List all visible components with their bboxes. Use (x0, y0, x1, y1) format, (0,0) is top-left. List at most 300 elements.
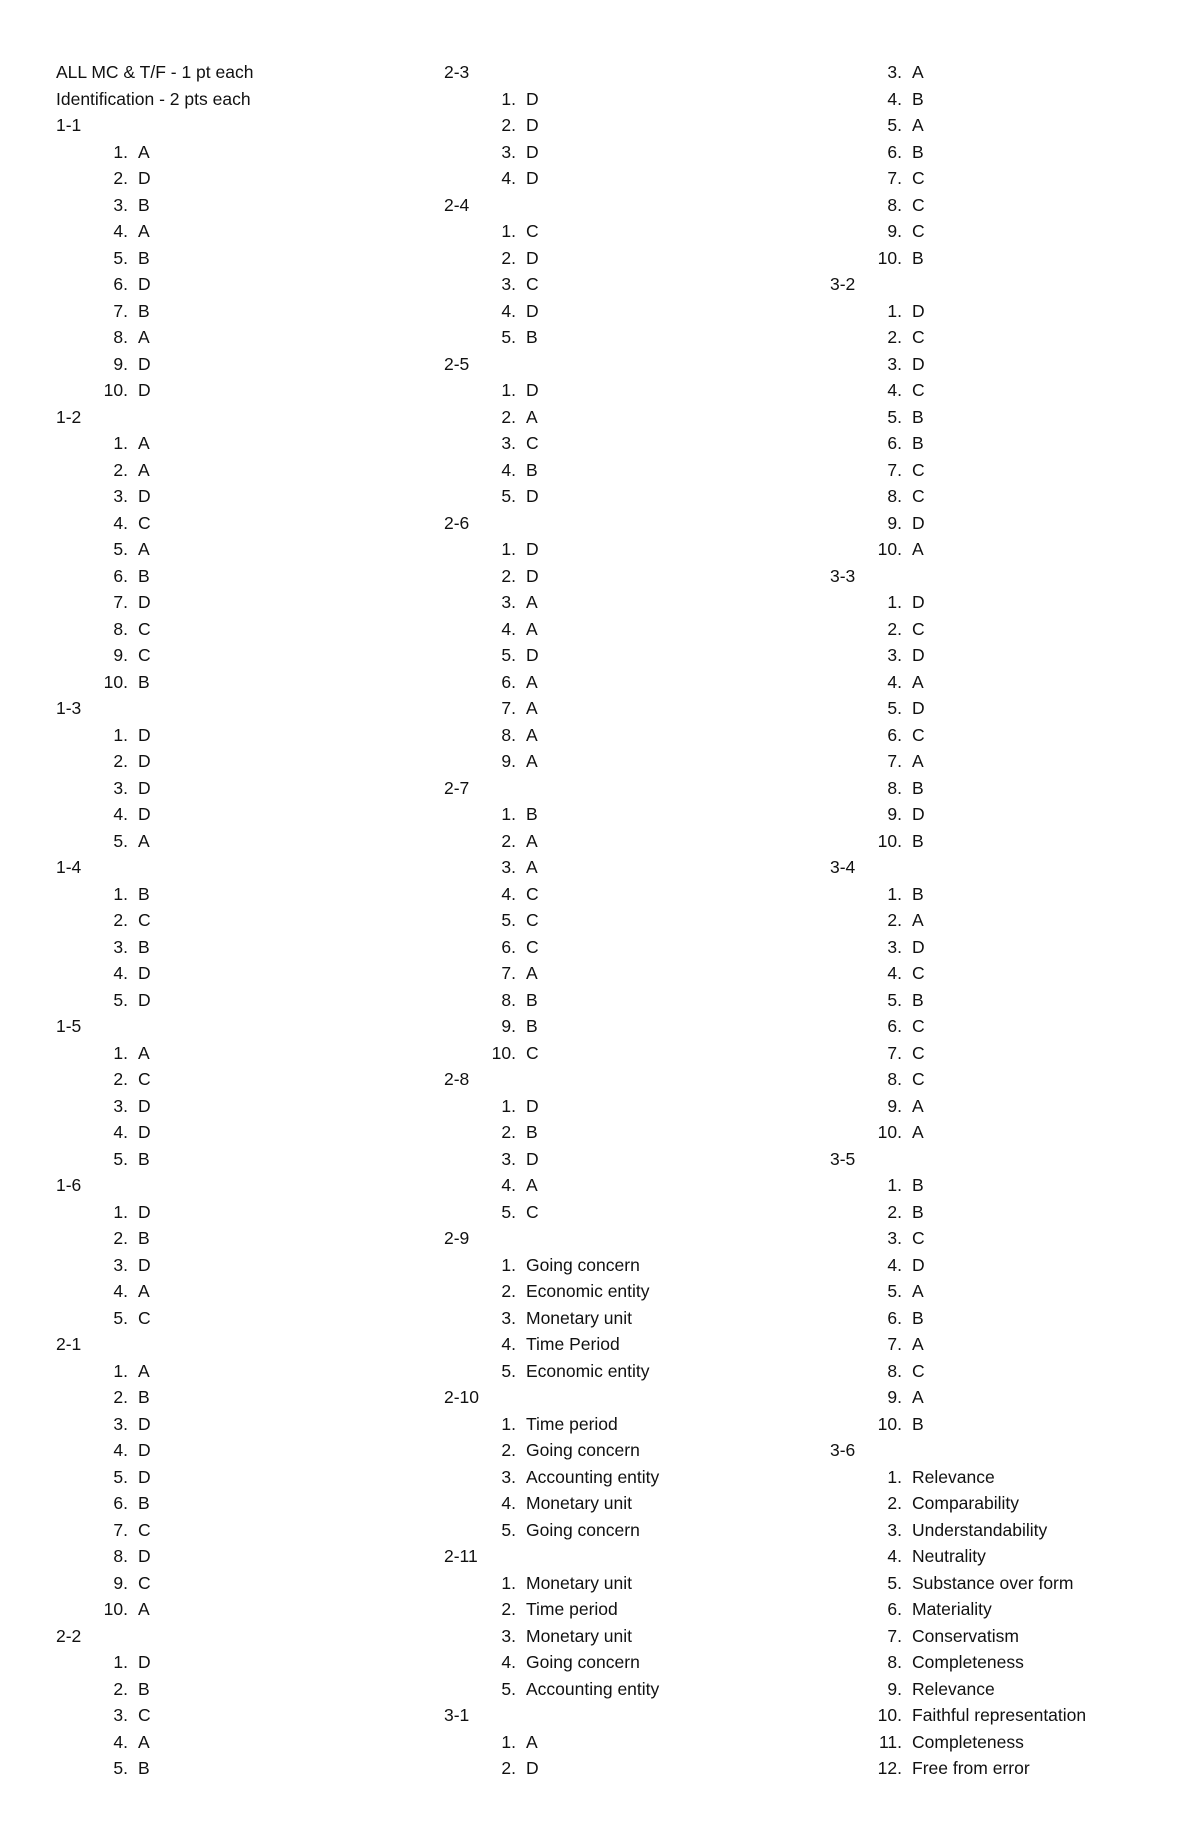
answer-value: A (912, 539, 924, 559)
answer-item (830, 1384, 1086, 1411)
answer-value: C (912, 380, 925, 400)
answer-item (830, 324, 1086, 351)
answer-item (444, 404, 659, 431)
answer-item (56, 1199, 253, 1226)
answer-value: C (912, 1360, 925, 1381)
answer-number: 1. (113, 141, 128, 162)
answer-item (56, 1464, 253, 1491)
answer-value: B (912, 88, 924, 109)
answer-value: Monetary unit (526, 1307, 633, 1328)
answer-value: Time period (526, 1599, 618, 1619)
answer-value: C (526, 221, 539, 241)
answer-value: D (138, 353, 151, 374)
answer-number: 5. (501, 327, 516, 347)
answer-number: 3. (113, 194, 128, 215)
answer-number: 5. (113, 989, 128, 1010)
answer-value: A (912, 1122, 924, 1142)
answer-value: A (912, 62, 924, 82)
answer-item (444, 934, 659, 961)
answer-number: 3. (501, 592, 516, 612)
answer-number: 7. (887, 751, 902, 771)
answer-item (56, 1278, 253, 1305)
answer-number: 8. (113, 1546, 128, 1566)
answer-value: B (912, 883, 924, 904)
answer-item (56, 775, 253, 802)
answer-value: C (912, 168, 925, 188)
column-1 (56, 59, 253, 1782)
answer-item (444, 1755, 659, 1782)
answer-value: C (138, 910, 151, 930)
answer-item (830, 1305, 1086, 1332)
answer-number: 2. (113, 910, 128, 930)
section-heading: 1-2 (56, 406, 82, 427)
answer-item (830, 1411, 1086, 1438)
answer-number: 3. (501, 274, 516, 294)
answer-item (444, 907, 659, 934)
answer-value: D (526, 539, 539, 559)
answer-item (444, 616, 659, 643)
answer-value: D (912, 300, 925, 321)
answer-number: 8. (887, 1069, 902, 1089)
answer-value: D (526, 645, 539, 665)
answer-item (444, 881, 659, 908)
scoring-note-identification: Identification - 2 pts each (56, 88, 251, 109)
answer-number: 2. (887, 618, 902, 639)
answer-item (444, 1729, 659, 1756)
answer-value: A (526, 1731, 538, 1752)
answer-item (444, 1649, 659, 1676)
answer-value: B (138, 1228, 150, 1248)
answer-item (444, 642, 659, 669)
answer-value: C (138, 1519, 151, 1540)
answer-number: 2. (501, 830, 516, 851)
answer-number: 4. (887, 380, 902, 400)
answer-value: Completeness (912, 1731, 1024, 1752)
answer-value: C (912, 486, 925, 506)
answer-number: 10. (103, 1599, 128, 1619)
answer-value: Monetary unit (526, 1572, 633, 1593)
answer-number: 6. (887, 141, 902, 162)
answer-item (444, 1623, 659, 1650)
answer-number: 2. (501, 247, 516, 268)
answer-value: C (138, 645, 151, 665)
answer-item (830, 881, 1086, 908)
answer-value: B (912, 433, 924, 453)
section-heading: 3-4 (830, 857, 856, 877)
answer-number: 10. (877, 830, 902, 851)
answer-number: 2. (113, 459, 128, 480)
answer-number: 1. (501, 221, 516, 241)
answer-value: D (138, 380, 151, 400)
answer-value: D (526, 486, 539, 506)
answer-item (56, 1411, 253, 1438)
answer-value: D (526, 1758, 539, 1778)
answer-value: A (912, 910, 924, 930)
answer-number: 2. (501, 1281, 516, 1301)
answer-number: 3. (501, 1307, 516, 1328)
answer-item (830, 1755, 1086, 1782)
answer-number: 8. (887, 1360, 902, 1381)
answer-number: 2. (501, 406, 516, 427)
section-heading: 2-3 (444, 62, 470, 82)
answer-value: C (138, 1307, 151, 1328)
answer-item (444, 377, 659, 404)
section-heading: 3-6 (830, 1440, 856, 1460)
answer-value: Accounting entity (526, 1466, 660, 1487)
answer-number: 9. (887, 221, 902, 241)
answer-number: 3. (501, 141, 516, 162)
answer-value: Monetary unit (526, 1493, 633, 1513)
answer-value: Neutrality (912, 1546, 986, 1566)
answer-item (444, 112, 659, 139)
answer-value: A (138, 1599, 150, 1619)
answer-value: D (526, 141, 539, 162)
answer-item (830, 1570, 1086, 1597)
answer-number: 7. (113, 1519, 128, 1540)
answer-number: 1. (501, 1731, 516, 1752)
answer-value: D (138, 963, 151, 983)
answer-value: B (138, 565, 150, 586)
answer-value: A (138, 1731, 150, 1752)
answer-number: 1. (501, 1413, 516, 1434)
answer-number: 5. (501, 910, 516, 930)
answer-number: 2. (501, 565, 516, 586)
answer-item (830, 1543, 1086, 1570)
answer-item (830, 1172, 1086, 1199)
answer-number: 1. (887, 592, 902, 612)
answer-item (830, 1252, 1086, 1279)
answer-number: 1. (113, 1360, 128, 1381)
answer-value: A (526, 724, 538, 745)
answer-number: 2. (887, 1493, 902, 1513)
answer-number: 1. (113, 1201, 128, 1222)
answer-number: 3. (113, 1095, 128, 1116)
answer-item (444, 1013, 659, 1040)
answer-number: 9. (887, 1678, 902, 1699)
answer-number: 2. (501, 115, 516, 135)
answer-value: A (138, 327, 150, 347)
answer-item (444, 1040, 659, 1067)
answer-value: A (912, 671, 924, 692)
answer-number: 3. (887, 936, 902, 957)
answer-number: 2. (113, 1387, 128, 1407)
answer-number: 5. (501, 645, 516, 665)
answer-item (56, 748, 253, 775)
answer-number: 5. (113, 1307, 128, 1328)
answer-number: 4. (501, 1493, 516, 1513)
answer-number: 9. (887, 1095, 902, 1116)
answer-value: A (138, 539, 150, 559)
answer-value: C (526, 433, 539, 453)
answer-item (830, 828, 1086, 855)
answer-item (830, 1596, 1086, 1623)
answer-number: 10. (877, 539, 902, 559)
answer-item (56, 1225, 253, 1252)
answer-value: D (526, 88, 539, 109)
answer-item (830, 616, 1086, 643)
answer-number: 1. (501, 1572, 516, 1593)
answer-value: A (912, 115, 924, 135)
answer-value: D (138, 1201, 151, 1222)
section-heading: 3-3 (830, 565, 856, 586)
section-heading: 3-2 (830, 274, 856, 294)
answer-item (830, 139, 1086, 166)
answer-number: 9. (113, 645, 128, 665)
answer-number: 1. (501, 1254, 516, 1275)
answer-item (56, 271, 253, 298)
answer-number: 3. (113, 777, 128, 798)
answer-value: Completeness (912, 1652, 1024, 1672)
answer-item (444, 828, 659, 855)
answer-value: A (138, 221, 150, 241)
answer-item (56, 1146, 253, 1173)
answer-value: Substance over form (912, 1572, 1074, 1593)
answer-value: D (912, 936, 925, 957)
answer-value: A (912, 751, 924, 771)
answer-value: D (526, 115, 539, 135)
answer-value: B (138, 883, 150, 904)
answer-item (444, 1517, 659, 1544)
answer-item (444, 245, 659, 272)
answer-number: 4. (113, 1122, 128, 1142)
answer-value: A (526, 671, 538, 692)
answer-number: 6. (887, 1307, 902, 1328)
answer-number: 2. (887, 1201, 902, 1222)
answer-item (830, 192, 1086, 219)
answer-item (56, 987, 253, 1014)
answer-value: D (138, 592, 151, 612)
answer-value: Accounting entity (526, 1678, 660, 1699)
answer-item (444, 854, 659, 881)
answer-value: D (912, 353, 925, 374)
answer-item (444, 1305, 659, 1332)
answer-number: 1. (113, 883, 128, 904)
answer-value: Understandability (912, 1519, 1048, 1540)
answer-value: A (138, 141, 150, 162)
answer-number: 1. (501, 1095, 516, 1116)
answer-value: B (526, 327, 538, 347)
column-3 (830, 59, 1086, 1782)
answer-value: D (526, 1148, 539, 1169)
answer-item (444, 1199, 659, 1226)
answer-number: 9. (887, 804, 902, 824)
answer-item (56, 1093, 253, 1120)
answer-number: 4. (887, 1254, 902, 1275)
answer-item (56, 1437, 253, 1464)
answer-value: Going concern (526, 1519, 640, 1540)
answer-number: 8. (113, 618, 128, 639)
answer-value: C (526, 1201, 539, 1222)
section-heading: 1-5 (56, 1016, 82, 1036)
answer-item (56, 1702, 253, 1729)
answer-item (830, 775, 1086, 802)
answer-item (830, 1676, 1086, 1703)
answer-value: D (138, 804, 151, 824)
answer-value: C (138, 512, 151, 533)
answer-value: Comparability (912, 1493, 1019, 1513)
answer-value: B (526, 1016, 538, 1036)
answer-number: 10. (877, 1413, 902, 1434)
answer-number: 2. (113, 1678, 128, 1699)
answer-number: 7. (887, 168, 902, 188)
answer-item (444, 1331, 659, 1358)
answer-number: 8. (887, 1652, 902, 1672)
answer-number: 3. (501, 857, 516, 877)
answer-number: 5. (113, 1466, 128, 1487)
answer-number: 4. (887, 88, 902, 109)
answer-number: 5. (501, 1678, 516, 1699)
answer-value: A (138, 433, 150, 453)
answer-number: 7. (113, 592, 128, 612)
answer-item (56, 1755, 253, 1782)
answer-value: B (138, 1387, 150, 1407)
answer-number: 5. (113, 1758, 128, 1778)
answer-value: B (138, 194, 150, 215)
answer-item (830, 1119, 1086, 1146)
answer-number: 2. (501, 1599, 516, 1619)
section-heading: 2-11 (444, 1546, 478, 1566)
answer-value: C (912, 1069, 925, 1089)
answer-item (444, 1596, 659, 1623)
answer-number: 4. (113, 1281, 128, 1301)
answer-value: Time period (526, 1413, 618, 1434)
answer-number: 3. (113, 936, 128, 957)
answer-number: 3. (501, 433, 516, 453)
answer-item (56, 483, 253, 510)
answer-value: B (138, 936, 150, 957)
answer-value: D (138, 1254, 151, 1275)
answer-item (56, 1066, 253, 1093)
answer-item (830, 483, 1086, 510)
answer-number: 3. (501, 1148, 516, 1169)
answer-item (830, 1040, 1086, 1067)
answer-item (830, 695, 1086, 722)
answer-value: Monetary unit (526, 1625, 633, 1646)
answer-item (56, 1358, 253, 1385)
answer-item (56, 1543, 253, 1570)
answer-item (444, 536, 659, 563)
answer-value: C (138, 1705, 151, 1725)
answer-item (56, 245, 253, 272)
answer-value: C (912, 963, 925, 983)
answer-value: D (912, 804, 925, 824)
answer-number: 3. (887, 645, 902, 665)
answer-value: D (138, 1466, 151, 1487)
answer-item (444, 1411, 659, 1438)
section-heading: 2-4 (444, 194, 470, 215)
answer-number: 10. (103, 380, 128, 400)
answer-value: D (138, 1413, 151, 1434)
section-heading: 1-3 (56, 698, 82, 718)
answer-value: A (138, 1360, 150, 1381)
answer-item (444, 1490, 659, 1517)
answer-item (830, 377, 1086, 404)
answer-item (444, 1146, 659, 1173)
answer-value: A (138, 830, 150, 851)
answer-value: Relevance (912, 1466, 995, 1487)
answer-value: Relevance (912, 1678, 995, 1699)
answer-item (830, 430, 1086, 457)
answer-number: 4. (501, 883, 516, 904)
answer-value: B (912, 1201, 924, 1222)
answer-number: 6. (887, 1599, 902, 1619)
answer-value: D (138, 274, 151, 294)
answer-item (56, 298, 253, 325)
answer-item (444, 218, 659, 245)
answer-number: 1. (501, 804, 516, 824)
answer-item (830, 536, 1086, 563)
answer-number: 2. (887, 327, 902, 347)
answer-value: A (526, 618, 538, 639)
answer-value: C (912, 221, 925, 241)
answer-value: B (138, 1678, 150, 1699)
answer-number: 10. (491, 1042, 516, 1063)
answer-item (444, 457, 659, 484)
answer-number: 2. (501, 1440, 516, 1460)
answer-item (444, 1172, 659, 1199)
answer-number: 3. (113, 1413, 128, 1434)
answer-number: 5. (113, 539, 128, 559)
section-heading: 2-7 (444, 777, 470, 798)
answer-number: 1. (113, 1652, 128, 1672)
scoring-note-mc: ALL MC & T/F - 1 pt each (56, 62, 254, 82)
answer-number: 4. (501, 459, 516, 480)
answer-item (444, 695, 659, 722)
answer-number: 4. (501, 1334, 516, 1354)
answer-item (830, 510, 1086, 537)
section-heading: 2-1 (56, 1334, 82, 1354)
answer-item (444, 748, 659, 775)
answer-number: 2. (113, 168, 128, 188)
column-2 (444, 59, 659, 1782)
answer-item (56, 1649, 253, 1676)
answer-item (444, 801, 659, 828)
answer-item (56, 1596, 253, 1623)
answer-value: C (912, 1042, 925, 1063)
answer-item (830, 1649, 1086, 1676)
answer-number: 7. (113, 300, 128, 321)
answer-number: 1. (113, 724, 128, 745)
answer-item (444, 324, 659, 351)
answer-item (830, 165, 1086, 192)
answer-number: 5. (887, 989, 902, 1010)
answer-item (444, 1676, 659, 1703)
answer-value: B (912, 406, 924, 427)
answer-number: 4. (501, 1652, 516, 1672)
answer-number: 8. (501, 989, 516, 1010)
answer-number: 1. (113, 1042, 128, 1063)
answer-value: A (526, 963, 538, 983)
answer-item (830, 1199, 1086, 1226)
answer-number: 2. (887, 910, 902, 930)
answer-value: D (138, 1122, 151, 1142)
answer-item (830, 59, 1086, 86)
answer-number: 6. (501, 936, 516, 957)
answer-item (830, 907, 1086, 934)
answer-value: C (912, 618, 925, 639)
answer-number: 3. (887, 1228, 902, 1248)
answer-item (56, 1384, 253, 1411)
answer-item (444, 271, 659, 298)
answer-value: C (912, 1016, 925, 1036)
answer-item (444, 669, 659, 696)
answer-number: 4. (887, 1546, 902, 1566)
answer-number: 7. (887, 1625, 902, 1646)
answer-item (830, 218, 1086, 245)
answer-item (444, 1358, 659, 1385)
answer-item (830, 669, 1086, 696)
answer-item (444, 960, 659, 987)
